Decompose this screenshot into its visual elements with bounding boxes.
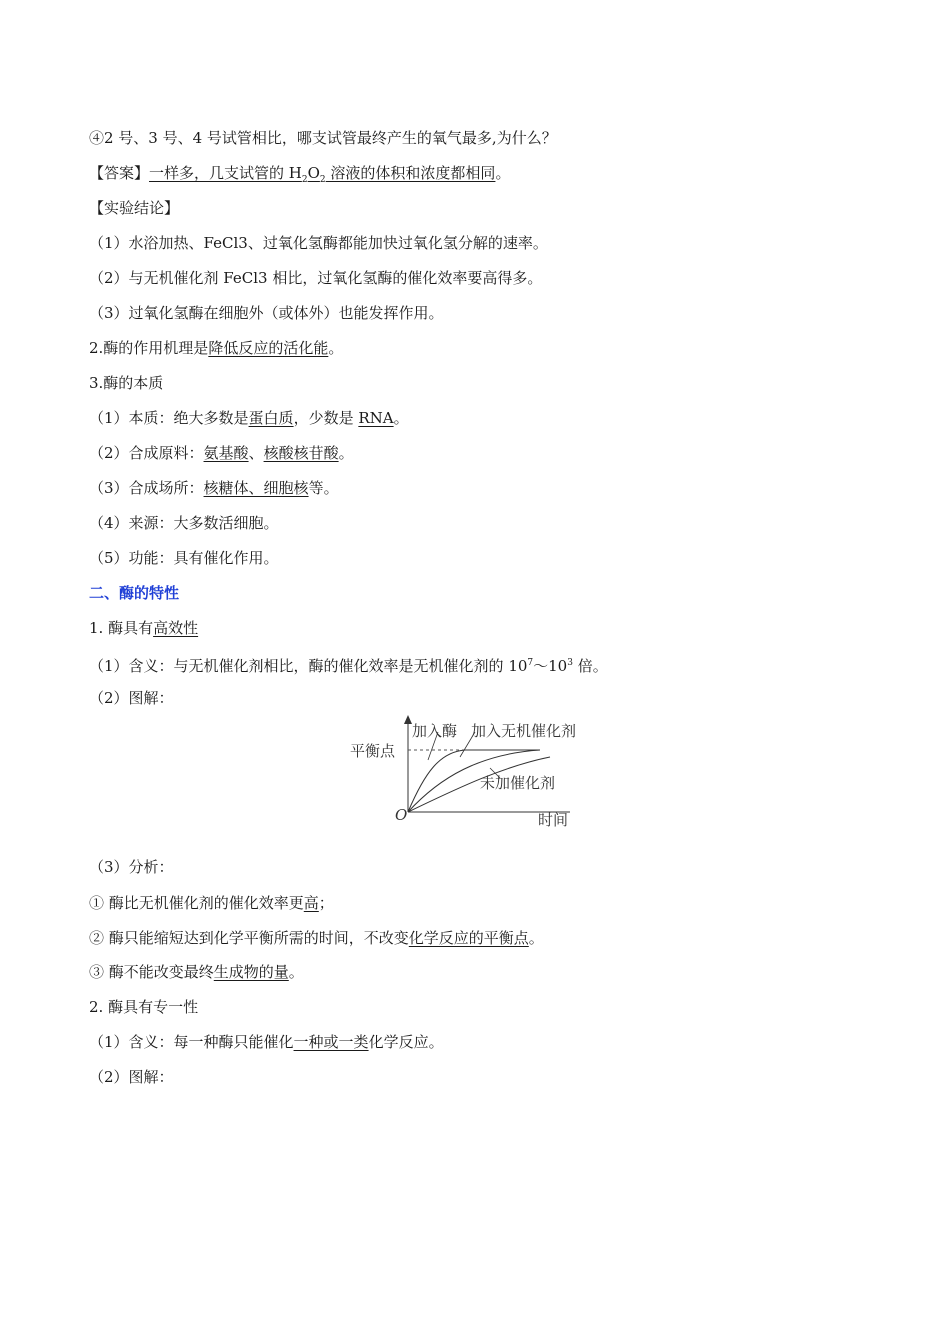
nature-source: （4）来源：大多数活细胞。 xyxy=(89,514,279,532)
label-origin: O xyxy=(395,806,408,824)
specificity-heading: 2. 酶具有专一性 xyxy=(89,998,199,1016)
label-enzyme: 加入酶 xyxy=(412,722,458,740)
conclusion-item-1: （1）水浴加热、FeCl3、过氧化氢酶都能加快过氧化氢分解的速率。 xyxy=(89,234,548,252)
nature-material: （2）合成原料：氨基酸、核酸核苷酸。 xyxy=(89,444,354,462)
conclusion-heading: 【实验结论】 xyxy=(89,199,180,217)
label-time: 时间 xyxy=(538,811,569,829)
efficiency-meaning: （1）含义：与无机催化剂相比，酶的催化效率是无机催化剂的 $10^7\sim 10^3$ 倍。 xyxy=(89,657,608,675)
analysis-3: ③ 酶不能改变最终生成物的量。 xyxy=(89,963,304,981)
efficiency-figure xyxy=(340,712,610,837)
nature-function: （5）功能：具有催化作用。 xyxy=(89,549,279,567)
analysis-2: ② 酶只能缩短达到化学平衡所需的时间，不改变化学反应的平衡点。 xyxy=(89,929,544,947)
answer-label: 【答案】 xyxy=(89,164,150,182)
efficiency-heading: 1. 酶具有高效性 xyxy=(89,619,199,637)
mechanism-answer: 降低反应的活化能 xyxy=(208,339,329,357)
specificity-diagram-label: （2）图解： xyxy=(89,1068,174,1086)
conclusion-item-3: （3）过氧化氢酶在细胞外（或体外）也能发挥作用。 xyxy=(89,304,444,322)
label-inorganic: 加入无机催化剂 xyxy=(471,722,577,740)
efficiency-graph xyxy=(340,712,610,837)
answer-text: 一样多，几支试管的 $H_2O_2$ 溶液的体积和浓度都相同 xyxy=(149,164,496,185)
nature-site: （3）合成场所：核糖体、细胞核等。 xyxy=(89,479,339,497)
y-axis-arrow xyxy=(404,715,412,724)
specificity-meaning: （1）含义：每一种酶只能催化一种或一类化学反应。 xyxy=(89,1033,444,1051)
conclusion-item-2: （2）与无机催化剂 FeCl3 相比，过氧化氢酶的催化效率要高得多。 xyxy=(89,269,543,287)
efficiency-diagram-label: （2）图解： xyxy=(89,689,174,707)
efficiency-analysis-label: （3）分析： xyxy=(89,858,174,876)
nature-heading: 3.酶的本质 xyxy=(89,374,164,392)
nature-essence: （1）本质：绝大多数是蛋白质，少数是 RNA。 xyxy=(89,409,409,427)
label-no-catalyst: 未加催化剂 xyxy=(480,774,556,792)
mechanism-line: 2.酶的作用机理是降低反应的活化能。 xyxy=(89,339,344,357)
section-2-title: 二、酶的特性 xyxy=(89,584,180,602)
answer-line: 【答案】一样多，几支试管的 $H_2O_2$ 溶液的体积和浓度都相同。 xyxy=(89,164,511,185)
question-4: ④2 号、3 号、4 号试管相比，哪支试管最终产生的氧气最多,为什么？ xyxy=(89,129,557,147)
analysis-1: ① 酶比无机催化剂的催化效率更高； xyxy=(89,894,334,912)
label-equilibrium: 平衡点 xyxy=(350,742,396,760)
